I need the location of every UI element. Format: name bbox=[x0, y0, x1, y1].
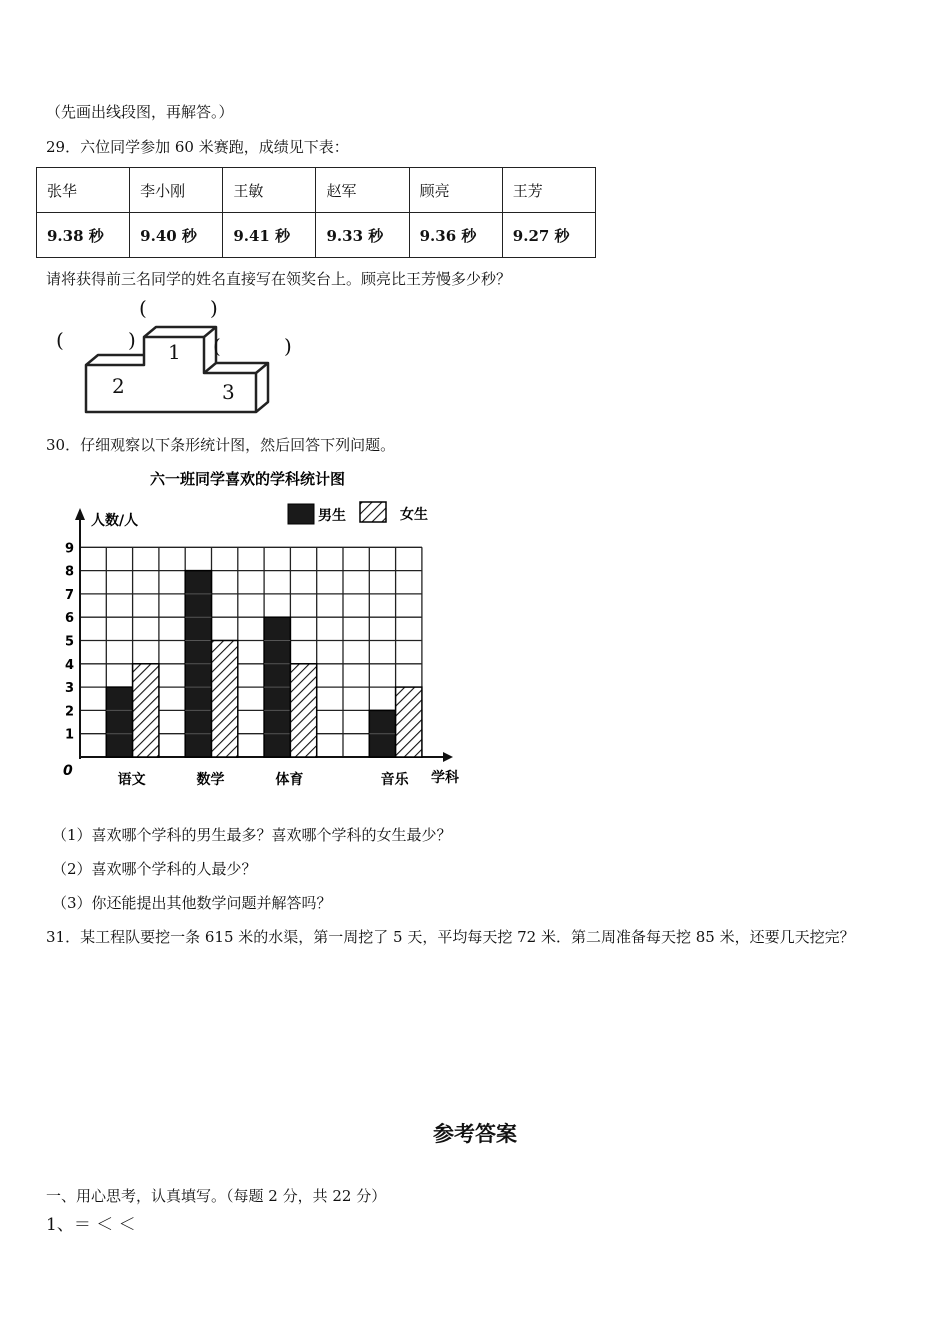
chart-legend bbox=[288, 502, 428, 524]
y-tick-label: 6 bbox=[65, 611, 75, 627]
category-label: 音乐 bbox=[380, 772, 409, 788]
q30-stem: 30．仔细观察以下条形统计图，然后回答下列问题。 bbox=[46, 436, 396, 454]
podium-label-1: 1 bbox=[168, 340, 181, 364]
answers-title: 参考答案 bbox=[433, 1121, 517, 1146]
q29-ask: 请将获得前三名同学的姓名直接写在领奖台上。顾亮比王芳慢多少秒？ bbox=[46, 270, 512, 288]
y-tick-label: 9 bbox=[65, 541, 75, 557]
podium-diagram bbox=[46, 295, 306, 420]
podium-step2-top bbox=[86, 355, 144, 365]
bar-girls bbox=[290, 664, 316, 757]
legend-label-girls: 女生 bbox=[400, 507, 428, 523]
time-cell: 9.41 秒 bbox=[223, 213, 316, 258]
time-cell: 9.33 秒 bbox=[316, 213, 409, 258]
name-cell: 王敏 bbox=[223, 168, 316, 213]
paren-second-open: ( bbox=[56, 328, 64, 352]
y-tick-label: 1 bbox=[65, 727, 75, 743]
paren-first-close: ) bbox=[210, 296, 218, 320]
y-tick-label: 7 bbox=[65, 587, 75, 603]
name-cell: 张华 bbox=[37, 168, 130, 213]
bar-girls bbox=[396, 687, 422, 757]
q28-note: （先画出线段图，再解答。） bbox=[46, 103, 234, 121]
legend-label-boys: 男生 bbox=[318, 508, 346, 524]
names-row bbox=[37, 168, 596, 213]
y-tick-label: 5 bbox=[65, 634, 75, 650]
time-cell: 9.27 秒 bbox=[502, 213, 595, 258]
legend-swatch-boys bbox=[288, 504, 314, 524]
q30-sub1: （1）喜欢哪个学科的男生最多？喜欢哪个学科的女生最少？ bbox=[52, 826, 452, 844]
q29-stem: 29．六位同学参加 60 米赛跑，成绩见下表： bbox=[46, 138, 349, 156]
legend-swatch-girls bbox=[360, 502, 386, 522]
q31-stem: 31．某工程队要挖一条 615 米的水渠，第一周挖了 5 天，平均每天挖 72 米．第二周准备每天挖 85 米，还要几天挖完？ bbox=[46, 928, 855, 946]
name-cell: 王芳 bbox=[502, 168, 595, 213]
chart-ticks bbox=[65, 541, 74, 742]
name-cell: 李小刚 bbox=[130, 168, 223, 213]
y-axis-label: 人数/人 bbox=[91, 513, 139, 529]
y-tick-label: 2 bbox=[65, 704, 75, 720]
time-cell: 9.36 秒 bbox=[409, 213, 502, 258]
scores-table bbox=[36, 167, 596, 258]
answers-section1: 一、用心思考，认真填写。（每题 2 分，共 22 分） bbox=[46, 1187, 387, 1205]
podium-label-3: 3 bbox=[222, 380, 235, 404]
times-row bbox=[37, 213, 596, 258]
chart-categories bbox=[118, 771, 410, 788]
y-axis-arrow bbox=[75, 508, 85, 520]
y-tick-label: 3 bbox=[65, 681, 75, 697]
name-cell: 顾亮 bbox=[409, 168, 502, 213]
bar-boys bbox=[106, 687, 132, 757]
y-tick-label: 8 bbox=[65, 564, 75, 580]
paren-second-close: ) bbox=[128, 328, 136, 352]
category-label: 数学 bbox=[196, 772, 225, 788]
x-axis-arrow bbox=[443, 752, 453, 762]
time-cell: 9.40 秒 bbox=[130, 213, 223, 258]
x-axis-label: 学科 bbox=[431, 770, 459, 786]
origin-label: 0 bbox=[63, 763, 73, 779]
paren-first-open: ( bbox=[139, 296, 147, 320]
paren-third-close: ) bbox=[284, 334, 292, 358]
category-label: 体育 bbox=[275, 772, 304, 788]
bar-chart bbox=[55, 462, 475, 797]
y-tick-label: 4 bbox=[65, 657, 75, 673]
podium-edge bbox=[256, 363, 268, 373]
bar-girls bbox=[212, 641, 238, 758]
time-cell: 9.38 秒 bbox=[37, 213, 130, 258]
q30-sub3: （3）你还能提出其他数学问题并解答吗？ bbox=[52, 894, 332, 912]
answer-1: 1、＝ ＜ ＜ bbox=[46, 1215, 136, 1235]
category-label: 语文 bbox=[117, 772, 146, 788]
paren-third-open: ( bbox=[213, 334, 221, 358]
name-cell: 赵军 bbox=[316, 168, 409, 213]
chart-title: 六一班同学喜欢的学科统计图 bbox=[150, 470, 346, 488]
q30-sub2: （2）喜欢哪个学科的人最少？ bbox=[52, 860, 257, 878]
podium-label-2: 2 bbox=[112, 374, 125, 398]
bar-girls bbox=[133, 664, 159, 757]
